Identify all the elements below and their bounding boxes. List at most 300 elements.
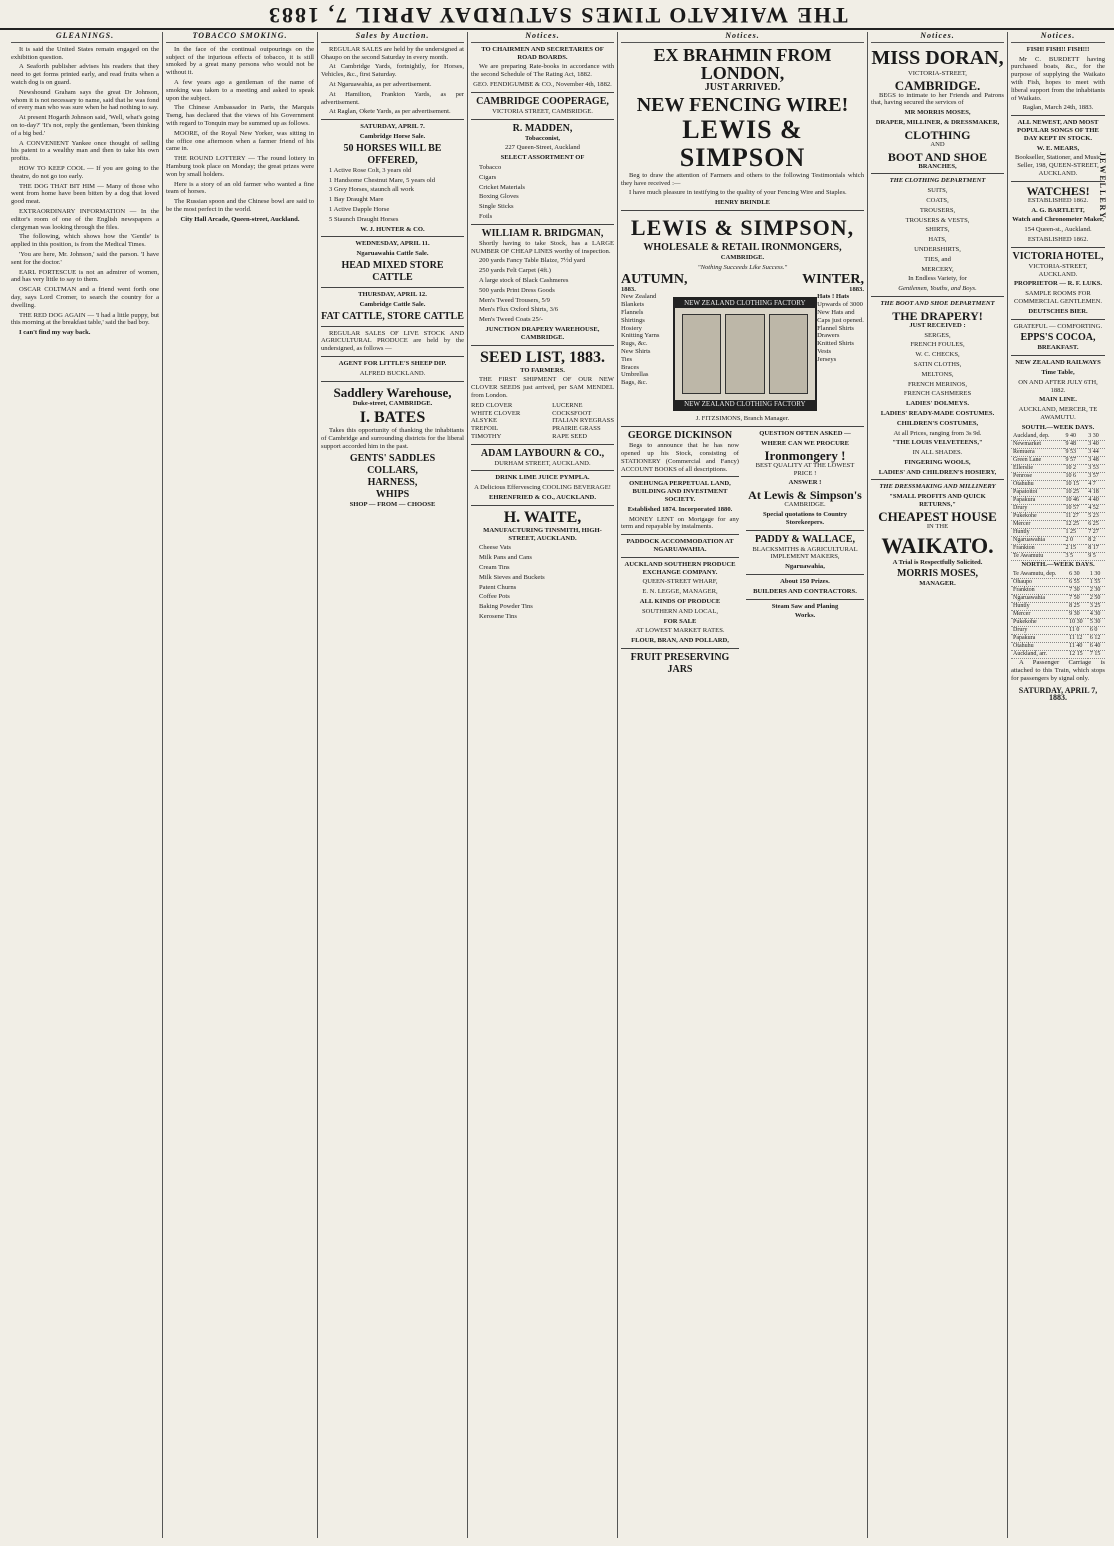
gents-saddles: GENTS' SADDLES: [349, 452, 436, 464]
testimonial-signature: HENRY BRINDLE: [714, 199, 771, 207]
moses-manager: MORRIS MOSES,: [896, 568, 979, 580]
manager: MANAGER.: [919, 580, 956, 588]
bridgman-item: 500 yards Print Dress Goods: [479, 286, 555, 294]
time-table: Time Table,: [1041, 368, 1075, 376]
seed-item: RAPE SEED: [552, 432, 588, 440]
timetable-row: [1011, 521, 1105, 529]
paddy-trade: BLACKSMITHS & AGRICULTURAL IMPLEMENT MAKERS,: [752, 545, 858, 561]
factory-item: Rugs, &c.: [621, 340, 648, 348]
select-item: Foils: [479, 212, 493, 220]
column-heading: Notices.: [621, 32, 864, 43]
bridgman-item: Men's Tweed Trousers, 5/9: [479, 296, 550, 304]
ready-made: LADIES' READY-MADE COSTUMES.: [880, 409, 995, 417]
builders: BUILDERS AND CONTRACTORS.: [753, 587, 857, 595]
timetable-row: [1011, 433, 1105, 441]
divider: [746, 530, 864, 531]
motto: "Nothing Succeeds Like Success.": [697, 263, 788, 271]
ad-body: THE FIRST SHIPMENT OF OUR NEW CLOVER SEEDS just arrived, per SAM MENDEL from London.: [471, 376, 614, 399]
column-heading: Sales by Auction.: [321, 32, 464, 43]
boot-department: THE BOOT AND SHOE DEPARTMENT: [880, 299, 995, 307]
split-right: [746, 430, 864, 676]
divider: [321, 326, 464, 327]
clothing-item: TROUSERS & VESTS,: [905, 216, 970, 224]
timetable-cell: 3 25: [1088, 603, 1105, 611]
timetable-cell: 9 40: [1064, 433, 1087, 441]
timetable-cell: Ngaruawahia: [1011, 537, 1064, 545]
received-item: W. C. CHECKS,: [915, 351, 960, 359]
childrens-costumes: CHILDREN'S COSTUMES,: [896, 419, 979, 427]
timetable-row: [1011, 553, 1105, 561]
sale-headline: HEAD MIXED STORE CATTLE: [341, 259, 444, 283]
clothing-item: SUITS,: [927, 187, 948, 195]
timetable-cell: 6 55: [1067, 579, 1088, 587]
timetable-row: [1011, 611, 1105, 619]
jewellery-vertical-label: JEWELLERY: [1098, 152, 1107, 220]
madden-address: 227 Queen-Street, Auckland: [505, 144, 580, 152]
timetable-cell: 7 15: [1088, 651, 1105, 659]
breakfast: BREAKFAST.: [1037, 344, 1079, 352]
timetable-row: [1011, 579, 1105, 587]
factory-signature: J. FITZSIMONS, Branch Manager.: [695, 415, 790, 423]
agent-notice: AGENT FOR LITTLE'S SHEEP DIP.: [338, 359, 447, 367]
onehunga-established: Established 1874. Incorporated 1880.: [627, 505, 733, 513]
timetable-cell: Huntly: [1011, 529, 1064, 537]
steam-works: Works.: [794, 612, 816, 620]
answer: ANSWER !: [788, 479, 822, 487]
timetable-row: [1011, 481, 1105, 489]
divider: [321, 119, 464, 120]
divider: [1011, 181, 1105, 182]
column-tobacco: [163, 32, 318, 1538]
timetable-cell: Otahuhu: [1011, 481, 1064, 489]
clothing-item: COATS,: [926, 196, 949, 204]
timetable-cell: 7 50: [1067, 595, 1088, 603]
timetable-cell: Pukekohe: [1011, 513, 1064, 521]
timetable-cell: 4 7: [1086, 481, 1105, 489]
factory-item: Drawers: [817, 332, 840, 340]
seed-item: RED CLOVER: [471, 401, 513, 409]
timetable-cell: 3 57: [1086, 473, 1105, 481]
about-prizes: About 150 Prizes.: [780, 577, 830, 585]
gentlemen: Gentlemen, Youths, and Boys.: [898, 285, 977, 293]
timetable-row: [1011, 473, 1105, 481]
timetable-cell: 3 53: [1086, 465, 1105, 473]
divider: [621, 534, 739, 535]
article-paragraph: A Seaforth publisher advises his readers that they need to get forms printed early, and read fruits when a watch dog is on guard.: [11, 63, 159, 86]
waikato: WAIKATO.: [881, 532, 994, 558]
season-year: 1883.: [849, 285, 864, 293]
timetable-cell: 2 0: [1064, 537, 1087, 545]
divider: [321, 381, 464, 382]
season-year: 1883.: [621, 285, 636, 293]
ad-line: At Hamilton, Frankton Yards, as per advertisement.: [321, 90, 464, 106]
timetable-row: [1011, 619, 1105, 627]
fruit-jars: FRUIT PRESERVING JARS: [630, 651, 730, 675]
timetable-cell: Penrose: [1011, 473, 1064, 481]
timetable-cell: 9 48: [1064, 441, 1087, 449]
seed-item: LUCERNE: [552, 401, 583, 409]
received-item: FRENCH MERINOS,: [908, 380, 967, 388]
received-item: FRENCH CASHMERES: [903, 390, 972, 398]
timetable-cell: 8 2: [1086, 537, 1105, 545]
clothing-item: MERCERY,: [921, 265, 954, 273]
article-paragraph: THE ROUND LOTTERY — The round lottery in Hamburg took place on Monday; the great prizes were won by small holders.: [166, 155, 314, 178]
timetable-cell: Te Awamutu: [1011, 553, 1064, 561]
timetable-cell: Remuera: [1011, 449, 1064, 457]
cooling-beverage: A Delicious Effervescing COOLING BEVERAGE!: [474, 484, 611, 492]
sample-rooms: SAMPLE ROOMS FOR COMMERCIAL GENTLEMEN.: [1013, 290, 1103, 305]
drapery: THE DRAPERY!: [892, 308, 983, 323]
prices: At all Prices, ranging from 3s 9d.: [893, 429, 982, 437]
ironmongers: WHOLESALE & RETAIL IRONMONGERS,: [643, 241, 842, 253]
clothing-factory-illustration: [673, 297, 818, 411]
divider: [471, 224, 614, 225]
laybourn-name: ADAM LAYBOURN & CO.,: [480, 447, 605, 459]
clothing-item: TIES, and: [924, 255, 951, 263]
timetable-row: [1011, 545, 1105, 553]
received-item: SATIN CLOTHS,: [913, 360, 962, 368]
fencing-wire: NEW FENCING WIRE!: [636, 93, 849, 116]
divider: [321, 287, 464, 288]
split-left: [621, 430, 739, 676]
timetable-cell: 9 57: [1064, 457, 1087, 465]
timetable-row: [1011, 603, 1105, 611]
timetable-cell: Papatoitoi: [1011, 489, 1064, 497]
ad-body: BEGS to intimate to her Friends and Patrons that, having secured the services of: [871, 91, 1004, 107]
season-row: [621, 271, 864, 287]
article-paragraph: At present Hogarth Johnson said, 'Well, what's going on to-day?' 'It's not, reply the gentleman, 'been thinking of a big bed.': [11, 114, 159, 137]
junction-warehouse: JUNCTION DRAPERY WAREHOUSE, CAMBRIDGE.: [485, 325, 600, 341]
column-heading: Notices.: [471, 32, 614, 43]
timetable-cell: 10 30: [1067, 619, 1088, 627]
column-auctions: [318, 32, 468, 1538]
article-paragraph: 'You are here, Mr. Johnson,' said the parson. 'I have sent for the doctor.': [11, 250, 159, 266]
paddock-title: PADDOCK ACCOMMODATION AT NGARUAWAHIA.: [626, 538, 734, 553]
timetable-cell: Papakura: [1011, 497, 1064, 505]
ad-body: REGULAR SALES are held by the undersigned at Ohaupo on the second Saturday in every month.: [321, 45, 464, 61]
column-notices-b: [618, 32, 868, 1538]
velveteens: "THE LOUIS VELVETEENS,": [892, 439, 983, 447]
article-paragraph: HOW TO KEEP COOL — If you are going to the theatre, do not go too early.: [11, 164, 159, 180]
timetable-row: [1011, 449, 1105, 457]
north-timetable: [1011, 571, 1105, 659]
timetable-cell: 9 53: [1064, 449, 1087, 457]
store-windows: [682, 314, 809, 394]
sale-title: Ngaruawahia Cattle Sale.: [356, 250, 429, 258]
sale-item: 3 Grey Horses, staunch all work: [329, 186, 414, 194]
cooperage-address: VICTORIA STREET, CAMBRIDGE.: [492, 107, 593, 115]
article-paragraph: In the face of the continual outpourings on the subject of the injurious effects of tobacco, it is still smoked by a great many persons who would not be without it.: [166, 45, 314, 77]
factory-item: Flannel Shirts: [817, 324, 854, 332]
produce: ALL KINDS OF PRODUCE: [639, 597, 721, 605]
waite-name: H. WAITE,: [503, 508, 582, 526]
divider: [746, 574, 864, 575]
cheapest-house: CHEAPEST HOUSE: [878, 508, 997, 524]
column-notices-a: [468, 32, 618, 1538]
all-shades: IN ALL SHADES.: [912, 449, 963, 457]
dressmaking: THE DRESSMAKING AND MILLINERY: [879, 483, 996, 491]
hosiery: LADIES' AND CHILDREN'S HOSIERY,: [878, 468, 997, 476]
ad-body: Beg to draw the attention of Farmers and others to the following Testimonials which they have received :—: [621, 171, 864, 187]
timetable-cell: 6 30: [1067, 571, 1088, 579]
article-paragraph: Newshound Graham says the great Dr Johnson, whom it is not necessary to name, said that he was fond of every man who was sure when he had nothing to say.: [11, 88, 159, 112]
timetable-row: [1011, 587, 1105, 595]
factory-block: [621, 293, 864, 415]
and: AND: [930, 140, 945, 148]
factory-item: Hosiery: [621, 324, 642, 332]
timetable-cell: 8 25: [1067, 603, 1088, 611]
sale-item: 5 Staunch Draught Horses: [329, 215, 399, 223]
timetable-cell: 4 40: [1086, 497, 1105, 505]
timetable-cell: 11 0: [1067, 627, 1088, 635]
timetable-cell: 9 5: [1086, 553, 1105, 561]
waite-item: Cheese Vats: [479, 544, 511, 552]
timetable-row: [1011, 537, 1105, 545]
victoria-hotel: VICTORIA HOTEL,: [1012, 250, 1104, 262]
select-item: Cigars: [479, 173, 497, 181]
timetable-cell: 5 23: [1086, 513, 1105, 521]
south-timetable: [1011, 433, 1105, 561]
bridgman-item: 250 yards Felt Carpet (4ft.): [479, 267, 551, 275]
mears-name: W. E. MEARS,: [1036, 144, 1080, 152]
sale-date: SATURDAY, APRIL 7.: [360, 123, 425, 131]
select-item: Boxing Gloves: [479, 193, 519, 201]
column-heading: TOBACCO SMOKING.: [166, 32, 314, 43]
waite-item: Cream Tins: [479, 564, 510, 572]
timetable-cell: 3 44: [1086, 449, 1105, 457]
timetable-cell: 4 18: [1086, 489, 1105, 497]
newest-songs: ALL NEWEST, AND MOST POPULAR SONGS OF THE DAY KEPT IN STOCK.: [1017, 119, 1099, 142]
divider: [1011, 115, 1105, 116]
clothing-item: UNDERSHIRTS,: [914, 245, 961, 253]
ad-line: At Ngaruawahia, as per advertisement.: [329, 80, 432, 88]
factory-item: Upwards of 3000 New Hats and Caps just opened.: [817, 301, 864, 324]
divider: [471, 444, 614, 445]
timetable-cell: 6 40: [1088, 643, 1105, 651]
timetable-cell: 5 30: [1088, 619, 1105, 627]
timetable-cell: Te Awamutu, dep.: [1011, 571, 1067, 579]
select-item: Single Sticks: [479, 203, 514, 211]
timetable-cell: 11 27: [1064, 513, 1087, 521]
timetable-row: [1011, 465, 1105, 473]
ad-line: At Cambridge Yards, fortnightly, for Horses, Vehicles, &c., first Saturday.: [321, 63, 464, 79]
main-line: MAIN LINE.: [1039, 396, 1077, 404]
article-paragraph: The Russian spoon and the Chinese bowl are said to be the most perfect in the world.: [166, 198, 314, 213]
timetable-cell: 11 12: [1067, 635, 1088, 643]
waite-item: Patent Churns: [479, 583, 517, 591]
harness: HARNESS,: [367, 476, 418, 488]
article-paragraph: EXTRAORDINARY INFORMATION — In the editor's room of one of the English newspapers a clergyman was looking through the files.: [11, 207, 159, 231]
timetable-cell: Mercer: [1011, 521, 1064, 529]
factory-right-list: [817, 293, 864, 415]
sale-headline: FAT CATTLE, STORE CATTLE: [321, 310, 464, 322]
testimonial: I have much pleasure in testifying to the quality of your Fencing Wire and Staples.: [629, 189, 847, 197]
waite-item: Milk Sieves and Buckets: [479, 573, 545, 581]
article-paragraph: OSCAR COLTMAN and a friend went forth one day, says Lord Cromer, to search the country for a dwelling.: [11, 286, 159, 309]
timetable-cell: Papakura: [1011, 635, 1067, 643]
saddlery-title: Saddlery Warehouse,: [333, 384, 452, 400]
received-item: FRENCH FOULES,: [910, 341, 965, 349]
factory-item: Ties: [621, 355, 633, 363]
seed-item: PRAIRIE GRASS: [552, 425, 601, 433]
timetable-cell: Drury: [1011, 505, 1064, 513]
season-year-row: [621, 286, 864, 294]
divider: [471, 92, 614, 93]
article-paragraph: MOORE, of the Royal New Yorker, was sitting in the office one afternoon when a farmer friend of his came in.: [166, 129, 314, 153]
factory-item: Bags, &c.: [621, 379, 648, 387]
timetable-cell: 4 30: [1088, 611, 1105, 619]
route: AUCKLAND, MERCER, TE AWAMUTU.: [1018, 406, 1098, 421]
ehrenfried: EHRENFRIED & CO., AUCKLAND.: [489, 494, 596, 502]
waite-item: Kerosene Tins: [479, 613, 517, 621]
lewis-simpson: LEWIS & SIMPSON: [679, 114, 806, 172]
column-notices-c: [1008, 32, 1108, 1538]
fish-signature: Raglan, March 24th, 1883.: [1022, 104, 1094, 112]
timetable-row: [1011, 627, 1105, 635]
ladies-dolmeys: LADIES' DOLMEYS.: [905, 400, 970, 408]
agent-name: ALFRED BUCKLAND.: [359, 369, 426, 377]
divider: [871, 296, 1004, 297]
timetable-row: [1011, 571, 1105, 579]
timetable-cell: 11 40: [1067, 643, 1088, 651]
small-profits: "SMALL PROFITS AND QUICK RETURNS,": [889, 493, 986, 509]
divider: [1011, 319, 1105, 320]
branches: BRANCHES,: [918, 162, 957, 170]
madden-name: R. MADDEN,: [512, 122, 573, 134]
sale-title: Cambridge Cattle Sale.: [359, 300, 426, 308]
waite-trade: MANUFACTURING TINSMITH, HIGH-STREET, AUCKLAND.: [483, 526, 602, 542]
ad-body: REGULAR SALES OF LIVE STOCK AND AGRICULTURAL PRODUCE are held by the undersigned, as follows —: [321, 329, 464, 353]
factory-item: Vests: [817, 347, 832, 355]
ex-brahmin: EX BRAHMIN FROM LONDON,: [653, 44, 832, 83]
timetable-cell: 2 50: [1088, 595, 1105, 603]
timetable-cell: 12 25: [1064, 521, 1087, 529]
timetable-cell: 7 30: [1067, 587, 1088, 595]
auckland-exchange: AUCKLAND SOUTHERN PRODUCE EXCHANGE COMPANY.: [624, 560, 736, 576]
article-paragraph: The Chinese Ambassador in Paris, the Marquis Tseng, has declared that the views of his Government with regard to Tonquin may be summed up as follows.: [166, 104, 314, 127]
divider: [746, 599, 864, 600]
timetable-row: [1011, 529, 1105, 537]
factory-sign-bottom: NEW ZEALAND CLOTHING FACTORY: [675, 400, 816, 409]
seed-item: ITALIAN RYEGRASS: [552, 417, 614, 425]
road-board-heading: TO CHAIRMEN AND SECRETARIES OF ROAD BOARDS.: [481, 45, 604, 61]
factory-item: Jerseys: [817, 355, 837, 363]
ad-body: A Passenger Carriage is attached to this Train, which stops for passengers by signal only.: [1011, 659, 1105, 682]
doran-address: VICTORIA-STREET,: [908, 69, 967, 77]
divider: [871, 173, 1004, 174]
waite-item: Baking Powder Tins: [479, 603, 533, 611]
cooperage-title: CAMBRIDGE COOPERAGE,: [476, 95, 609, 107]
bridgman-item: Men's Flux Oxford Shirts, 3/6: [479, 306, 559, 314]
timetable-cell: 10 2: [1064, 465, 1087, 473]
timetable-cell: 3 30: [1086, 433, 1105, 441]
page-date: SATURDAY, APRIL 7, 1883.: [1018, 685, 1098, 703]
watches: WATCHES!: [1026, 183, 1090, 198]
for-sale: FOR SALE: [663, 617, 697, 625]
timetable-cell: Newmarket: [1011, 441, 1064, 449]
trial: A Trial is Respectfully Solicited.: [892, 558, 983, 566]
mears-role: Bookseller, Stationer, and Music Seller, 198, QUEEN-STREET, AUCKLAND.: [1014, 154, 1102, 177]
sale-item: 1 Active Dapple Horse: [329, 205, 390, 213]
timetable-cell: Frankton: [1011, 545, 1064, 553]
bridgman-item: 200 yards Fancy Table Blaize, 7½d yard: [479, 257, 586, 265]
timetable-cell: 10 25: [1064, 489, 1087, 497]
proprietor: PROPRIETOR — R. F. LUKS.: [1013, 280, 1103, 288]
established: ESTABLISHED 1862.: [1027, 235, 1089, 243]
bridgman-item: Men's Tweed Coats 25/-: [479, 316, 543, 324]
south-heading: SOUTH.—WEEK DAYS.: [1021, 423, 1095, 431]
seed-item: TIMOTHY: [471, 432, 502, 440]
sale-item: 1 Bay Draught Mare: [329, 196, 384, 204]
doran-town: CAMBRIDGE.: [894, 77, 981, 93]
sale-title: Cambridge Horse Sale.: [359, 132, 426, 140]
just-received: JUST RECEIVED :: [909, 321, 966, 329]
divider: [621, 476, 739, 477]
waite-item: Milk Pans and Cans: [479, 554, 532, 562]
north-heading: NORTH.—WEEK DAYS.: [1021, 561, 1095, 569]
fish-heading: FISH! FISH!! FISH!!!: [1026, 45, 1090, 53]
auckland-manager: E. N. LEGGE, MANAGER,: [642, 588, 718, 596]
divider: [321, 356, 464, 357]
just-arrived: JUST ARRIVED.: [704, 81, 781, 93]
timetable-row: [1011, 635, 1105, 643]
divider: [1011, 355, 1105, 356]
waite-item: Coffee Pots: [479, 593, 510, 601]
seed-item: WHITE CLOVER: [471, 409, 521, 417]
masthead: [0, 0, 1114, 30]
question: QUESTION OFTEN ASKED —: [759, 430, 851, 438]
seed-item: COCKSFOOT: [552, 409, 592, 417]
timetable-cell: 1 55: [1088, 579, 1105, 587]
clothing-item: HATS,: [928, 236, 947, 244]
grateful: GRATEFUL — COMFORTING.: [1013, 322, 1103, 330]
column-heading: GLEANINGS.: [11, 32, 159, 43]
nz-railways: NEW ZEALAND RAILWAYS: [1015, 359, 1101, 367]
select-item: Tobacco: [479, 163, 502, 171]
article-paragraph: Here is a story of an old farmer who wanted a fine team of horses.: [166, 180, 314, 196]
timetable-cell: Ohaupo: [1011, 579, 1067, 587]
where: WHERE CAN WE PROCURE: [761, 439, 849, 447]
paddy-wallace: PADDY & WALLACE,: [754, 533, 856, 545]
laybourn-address: DURHAM STREET, AUCKLAND.: [494, 459, 591, 467]
column-miss-doran: [868, 32, 1008, 1538]
timetable-cell: Ellerslie: [1011, 465, 1064, 473]
ad-body: Shortly having to take Stock, has a LARGE NUMBER OF CHEAP LINES worthy of inspection.: [471, 239, 614, 255]
ad-tail: SHOP — FROM — CHOOSE: [349, 500, 436, 508]
factory-item: New Shirts: [621, 347, 651, 355]
moses-name: MR MORRIS MOSES,: [904, 109, 971, 117]
dickinson-name: GEORGE DICKINSON: [627, 430, 733, 442]
on-and-after: ON AND AFTER JULY 6TH, 1882.: [1018, 378, 1098, 394]
seed-sub: TO FARMERS.: [520, 366, 565, 374]
timetable-cell: 10 15: [1064, 481, 1087, 489]
timetable-row: [1011, 457, 1105, 465]
timetable-cell: Frankton: [1011, 587, 1067, 595]
divider: [621, 210, 864, 211]
timetable-cell: Green Lane: [1011, 457, 1064, 465]
endless-variety: In Endless Variety, for: [908, 275, 967, 283]
seed-grid: [471, 402, 614, 441]
divider: [1011, 247, 1105, 248]
bridgman-item: A large stock of Black Cashmeres: [479, 276, 569, 284]
divider: [621, 648, 739, 649]
divider: [471, 470, 614, 471]
sale-date: WEDNESDAY, APRIL 11.: [355, 240, 430, 248]
column-heading: Notices.: [1011, 32, 1105, 43]
timetable-cell: Pukekohe: [1011, 619, 1067, 627]
timetable-cell: 12 15: [1067, 651, 1088, 659]
factory-item: Umbrellas: [621, 371, 649, 379]
